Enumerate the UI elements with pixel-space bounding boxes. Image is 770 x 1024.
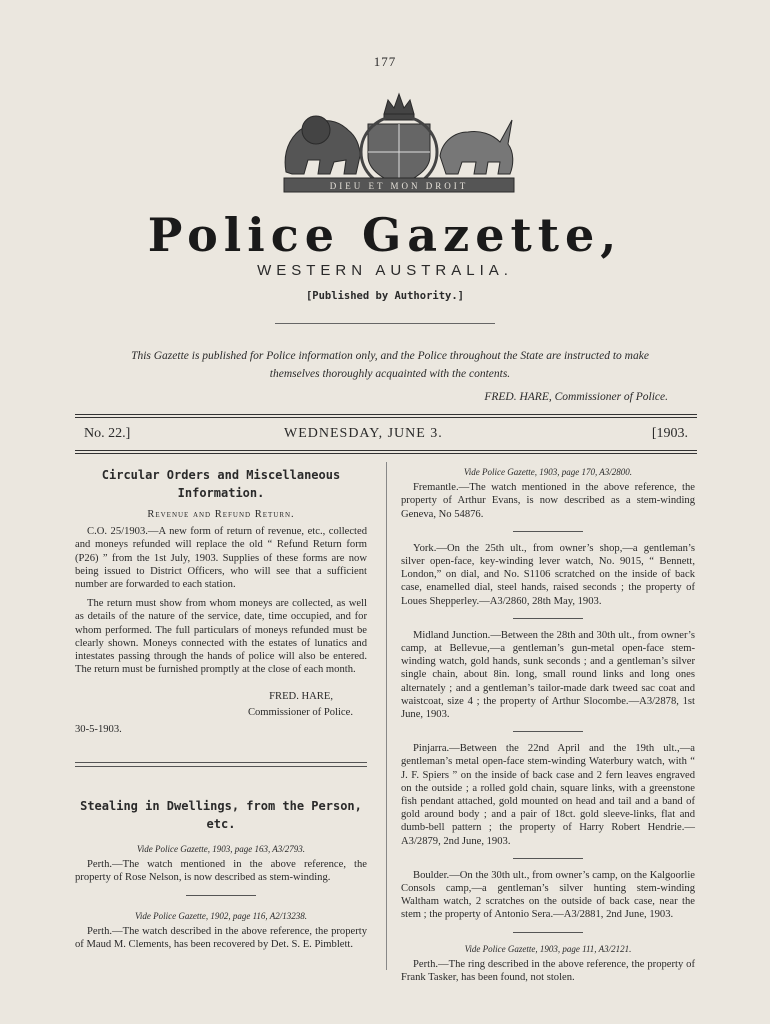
- issue-date: WEDNESDAY, JUNE 3.: [284, 426, 443, 441]
- entry-divider: [513, 531, 583, 532]
- circular-order-paragraph: C.O. 25/1903.—A new form of return of revenue, etc., collected and moneys refunded will replace the old “ Refund Return form (P26) ” from the 1st July, 1903. Supplies of these forms are now being issued to District Officers, who will see that a sufficient number are forwarded to each station.: [75, 526, 367, 591]
- stolen-property-entry: Fremantle.—The watch mentioned in the above reference, the property of Arthur Evans, is now described as a stem-winding Geneva, No 54876.: [401, 482, 695, 520]
- stolen-property-entry: Perth.—The watch described in the above reference, the property of Maud M. Clements, has been recovered by Det. S. E. Pimblett.: [75, 925, 367, 951]
- left-column: [75, 466, 367, 957]
- column-separator: [386, 462, 387, 970]
- entry-divider: [513, 618, 583, 619]
- stolen-property-entry: Midland Junction.—Between the 28th and 30th ult., from owner’s camp, at Bellevue,—a gentleman’s gun-metal open-face stem-winding watch, gold hands, sunk seconds ; and a gentleman’s silver single chain, about 8in. long, small round links and long ones alternately ; and a gentleman’s tailor-made dark tweed sac coat and waistcoat, size 4 ; the property of Arthur Slocombe.—A3/2878, 1st June, 1903.: [401, 629, 695, 721]
- crest-motto: DIEU ET MON DROIT: [329, 181, 469, 191]
- published-by-authority: [Published by Authority.]: [305, 290, 465, 302]
- masthead-title: Police Gazette,: [147, 208, 623, 262]
- gazette-reference: Vide Police Gazette, 1903, page 111, A3/2121.: [464, 943, 632, 954]
- stolen-property-entry: Perth.—The ring described in the above reference, the property of Frank Tasker, has been found, not stolen.: [401, 958, 695, 984]
- entry-divider: [513, 932, 583, 933]
- gazette-notice: This Gazette is published for Police information only, and the Police throughout the State are instructed to make themselves thoroughly acquainted with the contents.: [131, 350, 649, 380]
- stolen-property-entry: Boulder.—On the 30th ult., from owner’s camp, on the Kalgoorlie Consols camp,—a gentleman’s silver hunting stem-winding Waltham watch, 2 scratches on the outside of back case, near the stem ; the property of Antonio Sera.—A3/2881, 2nd June, 1903.: [401, 869, 695, 921]
- page-number: 177: [373, 54, 397, 69]
- issue-year: [1903.: [651, 426, 688, 441]
- signer-name: FRED. HARE,: [269, 691, 333, 703]
- order-date: 30-5-1903.: [75, 723, 122, 735]
- circular-order-paragraph: The return must show from whom moneys are collected, as well as details of the nature of the service, date, time occupied, and for whom performed. The full particulars of moneys refunded must be clearly shown. Moneys connected with the estates of lunatics and intestates passing through the hands of police will also be entered. The return must be furnished promptly at the close of each month.: [75, 598, 367, 676]
- issue-number: No. 22.]: [84, 426, 131, 441]
- dateline-bottom-rule: [75, 450, 697, 451]
- entry-divider: [513, 731, 583, 732]
- entry-divider: [513, 858, 583, 859]
- gazette-reference: Vide Police Gazette, 1903, page 163, A3/2793.: [136, 844, 306, 855]
- entry-divider: [186, 895, 256, 896]
- section-heading-circular-orders: Circular Orders and Miscellaneous Information.: [101, 468, 341, 500]
- section-heading-stealing: Stealing in Dwellings, from the Person, etc.: [80, 799, 362, 832]
- subheading-revenue-refund: Revenue and Refund Return.: [147, 509, 295, 520]
- stolen-property-entry: Pinjarra.—Between the 22nd April and the 19th ult.,—a gentleman’s metal open-face stem-winding Waterbury watch, with “ J. F. Spiers ” on the inside of back case and 2 fern leaves engraved on the outside ; a rolled gold chain, square links, with a greenstone fish pendant attached, gold mounted on head and tail and a band of gold around body ; and a pair of 18ct. gold sleeve-links, flat and dumb-bell pattern ; the property of Harry Robert Hendrie.—A3/2879, 2nd June, 1903.: [401, 743, 695, 847]
- signer-title: Commissioner of Police.: [247, 706, 353, 718]
- gazette-reference: Vide Police Gazette, 1902, page 116, A2/13238.: [135, 910, 307, 921]
- dateline-bottom-rule-2: [75, 453, 697, 454]
- stolen-property-entry: York.—On the 25th ult., from owner’s shop,—a gentleman’s silver open-face, key-winding lever watch, No. 9015, “ Bennett, London,” on dial, and No. S1106 scratched on the inside of back case, enamelled dial, steel hands, raised seconds ; the property of Loues Shepperley.—A3/2860, 28th May, 1903.: [401, 542, 695, 607]
- commissioner-signature: FRED. HARE, Commissioner of Police.: [484, 391, 668, 403]
- section-divider: [75, 762, 367, 767]
- right-column: [401, 466, 695, 990]
- region-title: WESTERN AUSTRALIA.: [257, 262, 513, 279]
- royal-coat-of-arms-icon: [264, 90, 534, 198]
- dateline-top-rule-2: [75, 417, 697, 418]
- gazette-reference: Vide Police Gazette, 1903, page 170, A3/2800.: [463, 467, 633, 477]
- header-divider: [275, 323, 495, 324]
- stolen-property-entry: Perth.—The watch mentioned in the above reference, the property of Rose Nelson, is now described as stem-winding.: [75, 859, 367, 884]
- dateline-top-rule: [75, 414, 697, 415]
